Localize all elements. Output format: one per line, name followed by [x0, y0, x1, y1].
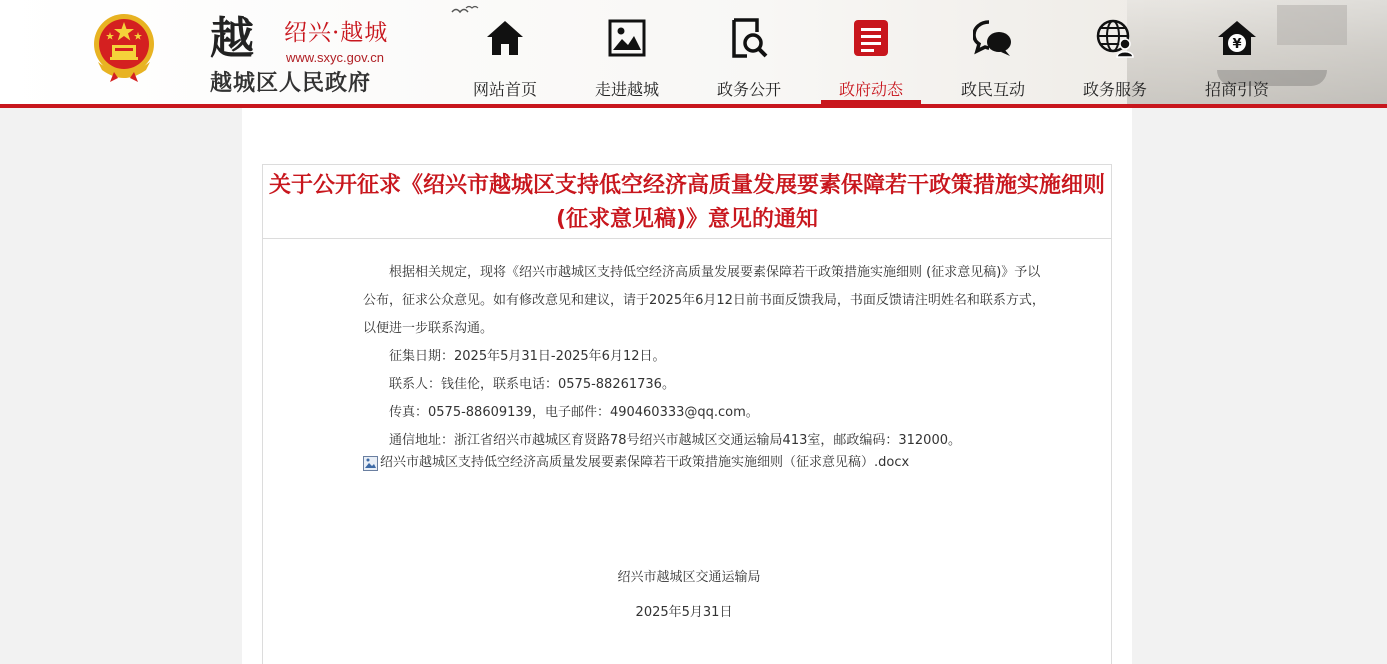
file-attachment-icon: [363, 456, 378, 471]
nav-item-investment[interactable]: [1176, 0, 1298, 104]
nav-item-services[interactable]: [1054, 0, 1176, 104]
article: [262, 164, 1112, 664]
nav-label: 政民互动: [960, 80, 1025, 99]
picture-icon: [607, 18, 647, 58]
article-title: 关于公开征求《绍兴市越城区支持低空经济高质量发展要素保障若干政策措施实施细则 (征求意见稿)》意见的通知: [263, 165, 1111, 239]
national-emblem-icon[interactable]: [90, 12, 158, 84]
nav-label: 走进越城: [594, 80, 659, 99]
nav-item-interaction[interactable]: [932, 0, 1054, 104]
logo-url: www.sxyc.gov.cn: [286, 50, 385, 65]
svg-text:¥: ¥: [1232, 37, 1242, 52]
nav-label: 网站首页: [472, 80, 537, 99]
site-title[interactable]: 越城区人民政府: [210, 71, 372, 96]
article-paragraph: 联系人：钱佳伦，联系电话：0575-88261736。: [389, 377, 675, 392]
yuan-house-icon: [1217, 18, 1257, 58]
document-search-icon: [729, 18, 769, 58]
nav-item-disclosure[interactable]: [688, 0, 810, 104]
signature-date: 2025年5月31日: [635, 605, 733, 620]
article-paragraph: 根据相关规定，现将《绍兴市越城区支持低空经济高质量发展要素保障若干政策措施实施细则 (征求意见稿)》予以公布，征求公众意见。如有修改意见和建议，请于2025年6月12日前书面反馈我局，书面反馈请注明姓名和联系方式，以便进一步联系沟通。: [363, 265, 1045, 336]
nav-item-home[interactable]: [444, 0, 566, 104]
article-paragraph: 征集日期：2025年5月31日-2025年6月12日。: [389, 349, 666, 364]
main-nav: [444, 0, 1298, 104]
content-container: [242, 108, 1132, 664]
home-icon: [485, 18, 525, 58]
attachment-filename: 绍兴市越城区支持低空经济高质量发展要素保障若干政策措施实施细则（征求意见稿）.docx: [380, 455, 910, 470]
logo-calligraphy: 越: [210, 13, 252, 64]
article-paragraph: 传真：0575-88609139，电子邮件：490460333@qq.com。: [389, 405, 759, 420]
nav-item-about[interactable]: [566, 0, 688, 104]
article-paragraph: 通信地址：浙江省绍兴市越城区育贤路78号绍兴市越城区交通运输局413室，邮政编码：312000。: [389, 433, 961, 448]
globe-user-icon: [1095, 18, 1135, 58]
nav-label: 招商引资: [1204, 80, 1269, 99]
logo-city-name: 绍兴·越城: [284, 20, 389, 46]
news-icon: [851, 18, 891, 58]
signature-organization: 绍兴市越城区交通运输局: [617, 570, 761, 585]
article-body: [363, 259, 1053, 455]
nav-label: 政务公开: [716, 80, 781, 99]
nav-label: 政府动态: [838, 80, 903, 99]
chat-icon: [973, 18, 1013, 58]
nav-label: 政务服务: [1082, 80, 1147, 99]
attachment-link[interactable]: [363, 453, 909, 473]
nav-item-news[interactable]: [810, 0, 932, 104]
site-header: [0, 0, 1387, 106]
